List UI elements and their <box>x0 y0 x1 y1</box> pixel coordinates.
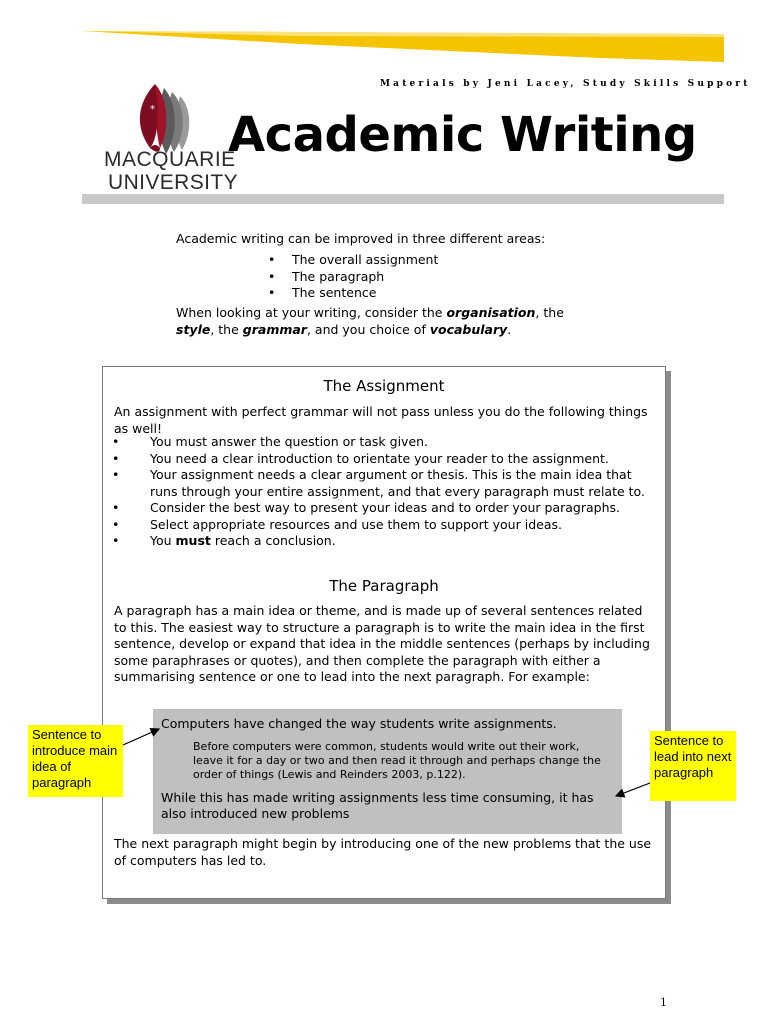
logo-text-university: UNIVERSITY <box>108 171 239 194</box>
emphasis-grammar: grammar <box>242 321 307 337</box>
consider-paragraph <box>176 305 596 338</box>
bullet-icon: • <box>268 285 276 300</box>
svg-text:*: * <box>150 104 155 115</box>
example-topic-sentence: Computers have changed the way students write assignments. <box>161 716 557 731</box>
paragraph-heading: The Paragraph <box>329 577 439 595</box>
assignment-intro: An assignment with perfect grammar will not pass unless you do the following things as well! <box>114 404 648 436</box>
bullet-icon: • <box>112 533 120 548</box>
text-run: reach a conclusion. <box>210 533 336 548</box>
page-title: Academic Writing <box>228 107 697 163</box>
intro-lead: Academic writing can be improved in three different areas: <box>176 231 546 246</box>
logo-text-macquarie: MACQUARIE <box>104 148 236 171</box>
assignment-list <box>112 434 650 550</box>
assignment-heading: The Assignment <box>323 377 445 395</box>
bullet-icon: • <box>112 516 120 532</box>
text-run: , the <box>535 305 564 320</box>
text-run: You <box>150 533 176 548</box>
bullet-icon: • <box>268 268 276 284</box>
list-item <box>112 467 650 500</box>
example-middle-sentences: Before computers were common, students would write out their work, leave it for a day or two and then read it through and perhaps change the order of things (Lewis and Reinders 2003, p.122). <box>193 740 601 781</box>
bullet-icon: • <box>112 434 120 449</box>
bullet-icon: • <box>268 252 276 267</box>
list-item <box>112 450 650 468</box>
emphasis-organisation: organisation <box>446 305 536 320</box>
list-item <box>268 268 438 286</box>
text-run: . <box>507 321 512 337</box>
bullet-text: You need a clear introduction to orientate your reader to the assignment. <box>150 450 609 466</box>
area-label: The paragraph <box>292 268 385 284</box>
area-label: The sentence <box>292 285 377 300</box>
text-run: , and you choice of <box>306 321 430 337</box>
note-lead-in: Sentence to lead into next paragraph <box>650 731 736 801</box>
list-item <box>112 533 650 550</box>
emphasis-vocabulary: vocabulary <box>429 321 508 337</box>
area-label: The overall assignment <box>292 252 439 267</box>
paragraph-text: A paragraph has a main idea or theme, and is made up of several sentences related to this. The easiest way to structure a paragraph is to write the main idea in the first sentence, develop or expand that idea in the middle sentences (perhaps by including some paraphrases or quotes), and then complete the paragraph with either a summarising sentence or one to lead into the next paragraph. For example: <box>114 603 650 684</box>
list-item <box>268 252 439 269</box>
header-banner <box>0 0 768 70</box>
bullet-text: Select appropriate resources and use them to support your ideas. <box>150 516 562 532</box>
bullet-icon: • <box>112 500 120 515</box>
bullet-text: Your assignment needs a clear argument or thesis. This is the main idea that runs through your entire assignment, and that every paragraph must relate to. <box>150 467 645 499</box>
byline: Materials by Jeni Lacey, Study Skills Support <box>380 79 751 89</box>
list-item <box>112 434 650 451</box>
text-run: When looking at your writing, consider the <box>176 305 447 320</box>
text-run: , the <box>210 321 243 337</box>
bullet-icon: • <box>112 450 120 466</box>
list-item <box>112 500 650 517</box>
next-paragraph-text: The next paragraph might begin by introducing one of the new problems that the use of computers has led to. <box>114 836 652 868</box>
page-number: 1 <box>660 996 667 1009</box>
list-item <box>268 285 438 302</box>
emphasis-must: must <box>175 533 211 548</box>
areas-list <box>268 252 439 302</box>
list-item <box>112 516 650 534</box>
bullet-text: You must answer the question or task given. <box>150 434 429 449</box>
example-closing-sentence: While this has made writing assignments less time consuming, it has also introduced new problems <box>161 790 594 821</box>
bullet-icon: • <box>112 467 120 482</box>
note-main-idea: Sentence to introduce main idea of paragraph <box>28 725 123 797</box>
bullet-text: Consider the best way to present your ideas and to order your paragraphs. <box>150 500 620 515</box>
title-rule <box>82 194 724 204</box>
emphasis-style: style <box>176 321 211 337</box>
